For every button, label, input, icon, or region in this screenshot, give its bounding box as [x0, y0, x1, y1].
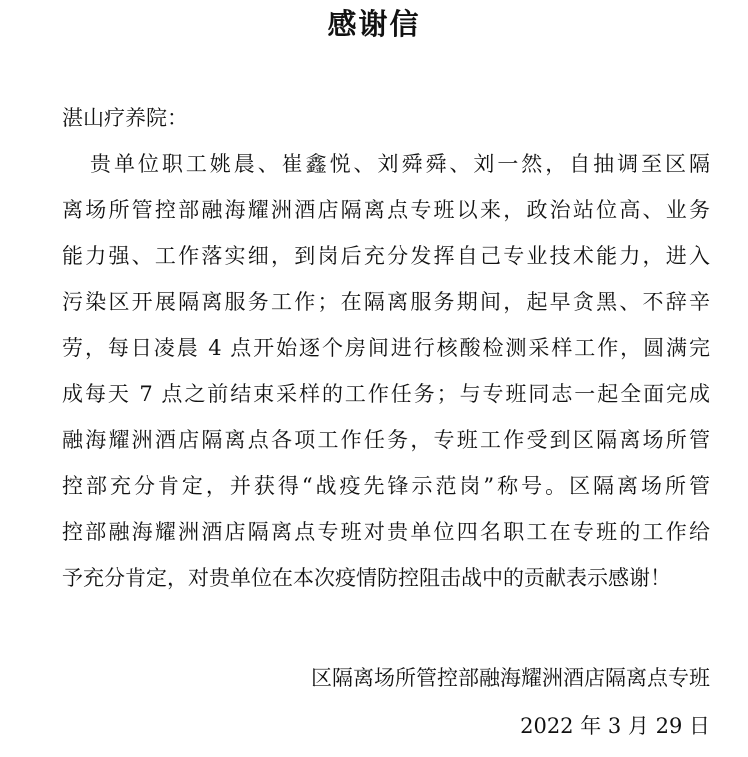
body-line: 融海耀洲酒店隔离点各项工作任务，专班工作受到区隔离场所管	[62, 428, 710, 452]
body-line: 能力强、工作落实细，到岗后充分发挥自己专业技术能力，进入	[62, 244, 710, 268]
body-line: 贵单位职工姚晨、崔鑫悦、刘舜舜、刘一然，自抽调至区隔	[90, 152, 710, 176]
letter-title: 感谢信	[327, 7, 421, 41]
body-line: 控部融海耀洲酒店隔离点专班对贵单位四名职工在专班的工作给	[62, 520, 710, 544]
date: 2022 年 3 月 29 日	[520, 714, 710, 738]
body-line: 成每天 7 点之前结束采样的工作任务；与专班同志一起全面完成	[62, 382, 710, 406]
body-line: 离场所管控部融海耀洲酒店隔离点专班以来，政治站位高、业务	[62, 198, 710, 222]
signature: 区隔离场所管控部融海耀洲酒店隔离点专班	[311, 666, 710, 690]
body-line: 控部充分肯定，并获得“战疫先锋示范岗”称号。区隔离场所管	[62, 474, 710, 498]
body-line: 予充分肯定，对贵单位在本次疫情防控阻击战中的贡献表示感谢！	[62, 566, 671, 590]
body-line: 劳，每日凌晨 4 点开始逐个房间进行核酸检测采样工作，圆满完	[62, 336, 710, 360]
body-line: 污染区开展隔离服务工作；在隔离服务期间，起早贪黑、不辞辛	[62, 290, 710, 314]
salutation: 湛山疗养院：	[62, 106, 188, 130]
